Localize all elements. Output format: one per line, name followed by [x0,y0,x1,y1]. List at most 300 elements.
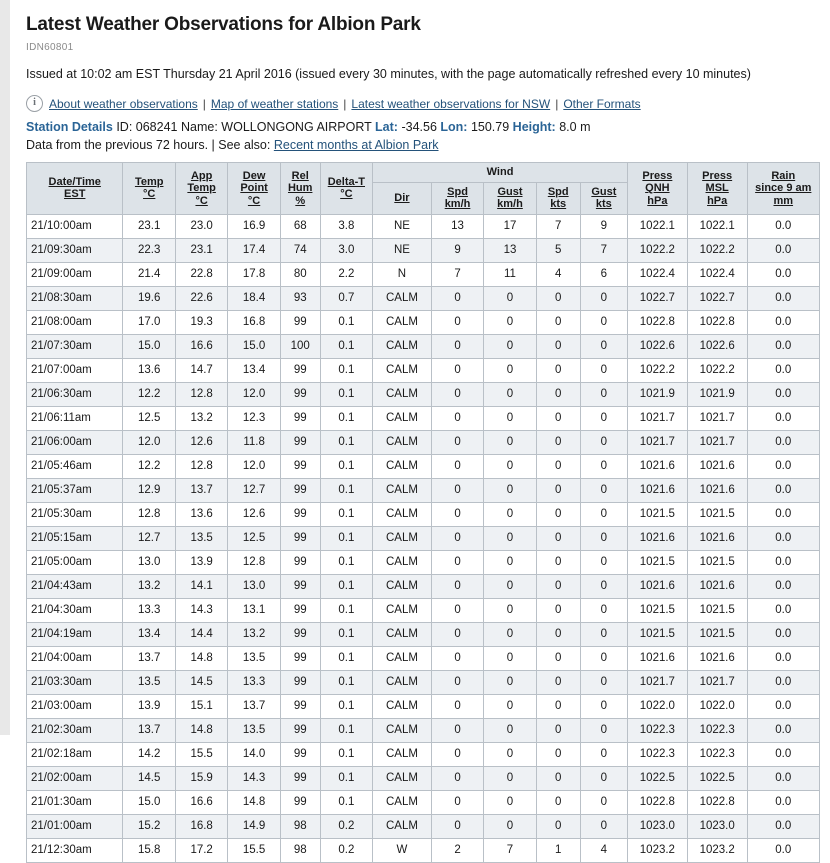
cell-value: 1022.8 [687,310,747,334]
cell-value: 14.8 [175,718,227,742]
cell-value: 4 [536,262,580,286]
cell-value: 19.6 [123,286,175,310]
col-wind-gust-kts[interactable] [580,182,627,214]
cell-wind-dir: CALM [373,622,432,646]
cell-value: 0.1 [320,742,372,766]
cell-value: 14.5 [175,670,227,694]
cell-datetime: 21/05:30am [27,502,123,526]
cell-value: 0.1 [320,790,372,814]
col-dir-line1: Dir [394,191,410,204]
cell-value: 0.1 [320,694,372,718]
table-row [27,406,820,430]
cell-value: 0.7 [320,286,372,310]
table-row [27,382,820,406]
cell-value: 14.7 [175,358,227,382]
cell-value: 1022.8 [687,790,747,814]
cell-value: 6 [580,262,627,286]
cell-value: 1021.7 [627,670,687,694]
table-row [27,670,820,694]
cell-value: 0 [431,670,483,694]
cell-value: 13.5 [228,646,280,670]
col-dewpoint-line1: Dew [242,169,266,182]
cell-value: 1022.8 [627,310,687,334]
cell-value: 1021.7 [687,406,747,430]
table-row [27,574,820,598]
link-other-formats[interactable]: Other Formats [563,96,641,111]
cell-wind-dir: CALM [373,790,432,814]
cell-value: 0 [536,358,580,382]
col-deltat-line1: Delta-T [327,175,365,188]
cell-value: 99 [280,502,320,526]
cell-value: 15.5 [228,838,280,862]
cell-value: 0 [580,742,627,766]
cell-value: 0 [431,742,483,766]
col-spdkmh-line2: km/h [444,198,471,211]
col-rain[interactable] [747,163,819,215]
cell-value: 1021.6 [687,478,747,502]
cell-value: 0 [431,790,483,814]
station-id-label: ID: [116,120,133,134]
cell-wind-dir: CALM [373,310,432,334]
cell-datetime: 21/04:00am [27,646,123,670]
cell-wind-dir: CALM [373,406,432,430]
cell-value: 0 [431,718,483,742]
cell-value: 1022.6 [627,334,687,358]
cell-value: 0 [484,526,536,550]
col-apptemp-line2: Temp [187,182,216,195]
cell-value: 0 [536,550,580,574]
cell-value: 15.2 [123,814,175,838]
cell-value: 13.1 [228,598,280,622]
cell-value: 0.1 [320,406,372,430]
cell-datetime: 21/09:00am [27,262,123,286]
cell-value: 1021.9 [627,382,687,406]
cell-value: 0 [484,766,536,790]
col-gustkmh-line1: Gust [497,185,523,198]
cell-value: 13.2 [123,574,175,598]
col-relhum-line2: Hum [287,182,313,195]
cell-value: 0 [431,550,483,574]
cell-value: 0.0 [747,646,819,670]
cell-value: 0 [536,718,580,742]
table-row [27,430,820,454]
cell-value: 1021.5 [687,598,747,622]
col-deltat[interactable] [320,163,372,215]
cell-value: 0 [536,598,580,622]
station-lon-value: 150.79 [470,120,510,134]
cell-value: 0 [580,334,627,358]
col-deltat-line2: °C [340,188,353,201]
cell-value: 0 [580,310,627,334]
cell-value: 0 [580,430,627,454]
cell-value: 12.8 [123,502,175,526]
cell-value: 3.0 [320,238,372,262]
cell-value: 1021.6 [627,526,687,550]
cell-value: 99 [280,478,320,502]
cell-value: 99 [280,694,320,718]
cell-value: 0 [580,550,627,574]
cell-value: 14.8 [228,790,280,814]
cell-value: 1021.5 [627,550,687,574]
cell-wind-dir: CALM [373,334,432,358]
cell-wind-dir: CALM [373,598,432,622]
cell-value: 0.0 [747,286,819,310]
table-row [27,694,820,718]
cell-value: 13.6 [175,502,227,526]
cell-value: 0.0 [747,598,819,622]
cell-value: 0.1 [320,310,372,334]
col-wind-dir[interactable] [373,182,432,214]
info-icon: i [26,95,43,112]
cell-value: 0 [580,766,627,790]
cell-value: 99 [280,550,320,574]
page-title: Latest Weather Observations for Albion Park [26,14,421,35]
col-rain-line2: since 9 am [755,182,812,195]
col-gustkmh-line2: km/h [497,198,523,211]
cell-value: 93 [280,286,320,310]
cell-value: 7 [580,238,627,262]
cell-value: 0.0 [747,214,819,238]
cell-value: 0 [484,406,536,430]
cell-value: 80 [280,262,320,286]
cell-value: 0 [580,718,627,742]
cell-value: 0 [536,790,580,814]
cell-value: 0.0 [747,382,819,406]
cell-value: 0 [484,670,536,694]
cell-value: 0 [484,502,536,526]
cell-value: 1022.4 [687,262,747,286]
cell-value: 0 [580,646,627,670]
col-spdkmh-line1: Spd [447,185,468,198]
cell-wind-dir: CALM [373,550,432,574]
cell-value: 0 [484,598,536,622]
cell-value: 12.6 [175,430,227,454]
cell-value: 17.8 [228,262,280,286]
cell-datetime: 21/07:30am [27,334,123,358]
col-datetime[interactable] [27,163,123,215]
product-id-code: IDN60801 [26,42,74,53]
cell-value: 0 [431,382,483,406]
cell-value: 0.0 [747,742,819,766]
table-row [27,814,820,838]
cell-value: 12.5 [123,406,175,430]
station-id-value: 068241 [135,120,178,134]
cell-value: 0 [431,430,483,454]
link-map-of-weather-stations[interactable]: Map of weather stations [210,96,339,111]
table-row [27,646,820,670]
cell-value: 0 [580,382,627,406]
cell-value: 1022.0 [687,694,747,718]
cell-value: 0.0 [747,430,819,454]
cell-value: 13.7 [123,646,175,670]
cell-value: 15.8 [123,838,175,862]
cell-value: 3.8 [320,214,372,238]
cell-value: 13.2 [175,406,227,430]
cell-value: 12.7 [228,478,280,502]
cell-wind-dir: CALM [373,526,432,550]
cell-value: 12.6 [228,502,280,526]
cell-value: 13 [431,214,483,238]
cell-wind-dir: CALM [373,766,432,790]
cell-value: 0.0 [747,478,819,502]
cell-value: 13.2 [228,622,280,646]
col-dewpoint[interactable] [228,163,280,215]
station-lat-value: -34.56 [401,120,437,134]
link-latest-observations-nsw[interactable]: Latest weather observations for NSW [351,96,551,111]
cell-value: 0 [536,646,580,670]
col-apptemp[interactable] [175,163,227,215]
cell-value: 7 [431,262,483,286]
col-dewpoint-line3: °C [247,194,261,207]
col-datetime-line1: Date/Time [48,175,101,188]
cell-value: 0 [536,502,580,526]
cell-value: 22.3 [123,238,175,262]
cell-value: 0 [536,814,580,838]
cell-value: 0 [536,454,580,478]
col-pressmsl-line3: hPa [707,194,728,207]
cell-value: 1022.4 [627,262,687,286]
cell-value: 0.0 [747,766,819,790]
cell-wind-dir: NE [373,214,432,238]
cell-value: 98 [280,814,320,838]
cell-wind-dir: CALM [373,358,432,382]
col-temp[interactable] [123,163,175,215]
cell-value: 9 [580,214,627,238]
station-height-value: 8.0 m [559,120,591,134]
cell-wind-dir: CALM [373,430,432,454]
cell-datetime: 21/10:00am [27,214,123,238]
cell-value: 0 [431,358,483,382]
cell-value: 13.0 [123,550,175,574]
cell-value: 99 [280,526,320,550]
table-header [27,163,820,215]
cell-value: 0.0 [747,502,819,526]
cell-datetime: 21/04:30am [27,598,123,622]
cell-value: 1021.6 [627,574,687,598]
table-row [27,838,820,862]
col-relhum-line3: % [295,194,306,207]
cell-value: 13.9 [123,694,175,718]
col-pressqnh-line2: QNH [645,182,670,195]
table-row [27,214,820,238]
cell-value: 0 [536,334,580,358]
cell-value: 0 [431,814,483,838]
cell-value: 0 [431,526,483,550]
cell-value: 0 [484,646,536,670]
cell-value: 0 [431,310,483,334]
cell-value: 12.5 [228,526,280,550]
cell-value: 0 [484,286,536,310]
link-about-weather-observations[interactable]: About weather observations [49,96,198,111]
cell-value: 0 [580,502,627,526]
cell-value: 17.0 [123,310,175,334]
cell-datetime: 21/06:30am [27,382,123,406]
cell-wind-dir: W [373,838,432,862]
cell-value: 0.0 [747,838,819,862]
cell-value: 0 [580,814,627,838]
cell-value: 0 [484,622,536,646]
cell-value: 1021.5 [687,502,747,526]
cell-value: 12.2 [123,382,175,406]
cell-value: 0.0 [747,550,819,574]
col-apptemp-line3: °C [195,194,208,207]
cell-value: 12.0 [228,454,280,478]
cell-value: 1022.1 [687,214,747,238]
cell-value: 0.0 [747,454,819,478]
cell-value: 1023.0 [627,814,687,838]
cell-datetime: 21/08:00am [27,310,123,334]
link-separator: | [202,96,206,111]
cell-value: 23.1 [123,214,175,238]
table-body [27,214,820,862]
cell-value: 12.0 [123,430,175,454]
cell-value: 1022.8 [627,790,687,814]
cell-value: 0 [431,598,483,622]
cell-value: 0 [536,478,580,502]
cell-value: 0 [484,574,536,598]
cell-value: 0 [484,694,536,718]
cell-value: 0.0 [747,694,819,718]
cell-datetime: 21/03:00am [27,694,123,718]
cell-value: 0 [431,406,483,430]
table-row [27,766,820,790]
cell-value: 0.0 [747,334,819,358]
cell-value: 0.0 [747,526,819,550]
col-spdkts-line2: kts [550,198,567,211]
cell-value: 1022.5 [627,766,687,790]
cell-value: 0.1 [320,574,372,598]
col-wind-spd-kmh[interactable] [431,182,483,214]
cell-value: 15.5 [175,742,227,766]
cell-value: 0.1 [320,430,372,454]
cell-value: 0 [484,550,536,574]
cell-value: 7 [536,214,580,238]
link-recent-months[interactable]: Recent months at Albion Park [273,138,439,152]
cell-value: 0.0 [747,406,819,430]
table-row [27,286,820,310]
cell-value: 14.3 [228,766,280,790]
observations-table [26,162,820,863]
cell-value: 99 [280,598,320,622]
cell-datetime: 21/05:37am [27,478,123,502]
cell-value: 13.5 [123,670,175,694]
table-row [27,334,820,358]
cell-value: 4 [580,838,627,862]
cell-value: 0 [580,286,627,310]
cell-value: 12.8 [175,382,227,406]
cell-value: 11 [484,262,536,286]
cell-value: 2 [431,838,483,862]
cell-value: 1021.7 [627,430,687,454]
cell-value: 13.9 [175,550,227,574]
cell-wind-dir: CALM [373,646,432,670]
cell-value: 1022.7 [627,286,687,310]
cell-value: 1021.6 [687,454,747,478]
station-name-label: Name: [180,120,218,134]
col-wind-gust-kmh[interactable] [484,182,536,214]
cell-value: 0 [536,574,580,598]
cell-value: 1021.6 [627,454,687,478]
cell-value: 1021.5 [627,598,687,622]
cell-value: 99 [280,574,320,598]
col-press-qnh[interactable] [627,163,687,215]
cell-value: 1022.3 [627,718,687,742]
station-lat-label: Lat: [375,120,398,134]
related-links-bar [26,95,818,112]
cell-wind-dir: CALM [373,382,432,406]
table-header-group-row [27,163,820,183]
cell-value: 13.7 [123,718,175,742]
cell-value: 1021.6 [687,646,747,670]
cell-value: 1022.3 [687,742,747,766]
cell-value: 17.4 [228,238,280,262]
cell-value: 12.0 [228,382,280,406]
cell-value: 16.8 [175,814,227,838]
cell-value: 0 [431,502,483,526]
cell-value: 0 [431,646,483,670]
cell-value: 0.1 [320,718,372,742]
cell-value: 99 [280,358,320,382]
cell-value: 14.3 [175,598,227,622]
cell-value: 18.4 [228,286,280,310]
cell-value: 0 [431,334,483,358]
cell-value: 19.3 [175,310,227,334]
cell-value: 100 [280,334,320,358]
cell-value: 99 [280,670,320,694]
cell-value: 0 [431,478,483,502]
cell-value: 0 [536,526,580,550]
cell-value: 0.2 [320,814,372,838]
cell-value: 0 [431,694,483,718]
cell-value: 1022.2 [627,238,687,262]
cell-value: 22.6 [175,286,227,310]
col-rain-line1: Rain [771,169,796,182]
cell-value: 99 [280,310,320,334]
cell-value: 1 [536,838,580,862]
cell-value: 1022.3 [627,742,687,766]
station-details-label: Station Details [26,120,113,134]
col-rain-line3: mm [773,194,794,207]
col-relhum[interactable] [280,163,320,215]
cell-value: 0.0 [747,574,819,598]
table-row [27,622,820,646]
cell-value: 1021.6 [687,526,747,550]
cell-value: 12.9 [123,478,175,502]
cell-datetime: 21/12:30am [27,838,123,862]
station-height-label: Height: [512,120,556,134]
cell-value: 0 [536,286,580,310]
cell-value: 0 [431,622,483,646]
cell-datetime: 21/04:19am [27,622,123,646]
cell-value: 0.1 [320,382,372,406]
col-wind-spd-kts[interactable] [536,182,580,214]
cell-value: 0 [580,454,627,478]
cell-datetime: 21/06:11am [27,406,123,430]
table-row [27,790,820,814]
cell-value: 1023.0 [687,814,747,838]
cell-value: 1021.6 [687,574,747,598]
table-row [27,454,820,478]
cell-value: 0 [484,790,536,814]
col-relhum-line1: Rel [291,169,309,182]
cell-value: 0 [536,382,580,406]
cell-value: 1022.5 [687,766,747,790]
col-press-msl[interactable] [687,163,747,215]
cell-value: 13 [484,238,536,262]
cell-wind-dir: CALM [373,670,432,694]
cell-value: 16.6 [175,790,227,814]
cell-value: 0 [484,454,536,478]
